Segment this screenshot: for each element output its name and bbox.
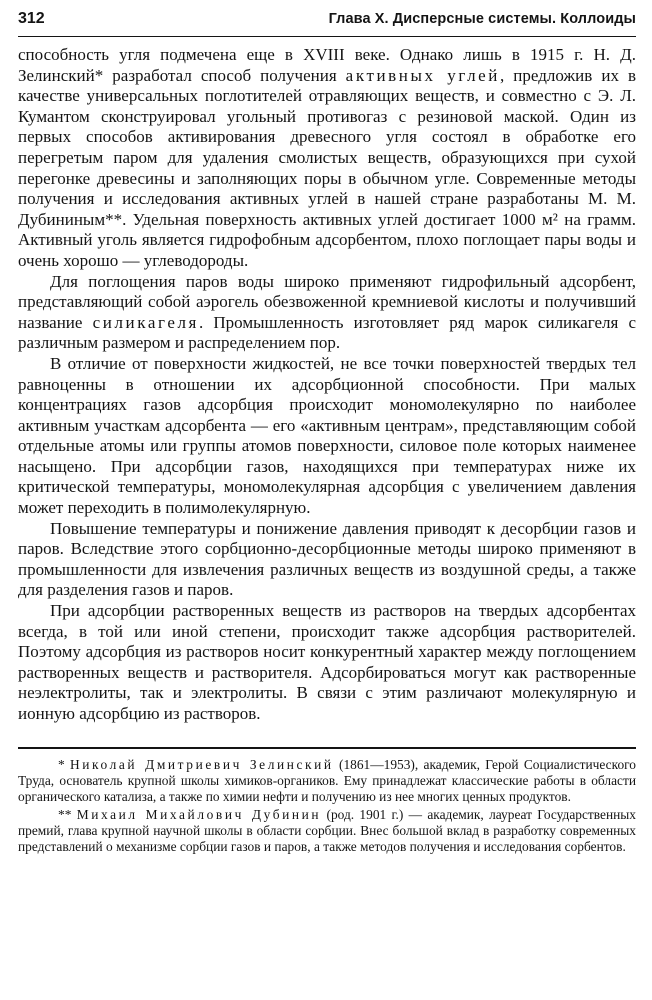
paragraph xyxy=(18,272,636,354)
spaced-emphasis: активных углей xyxy=(345,65,501,85)
paragraph xyxy=(18,354,636,519)
text-run: , предложив их в качестве универсальных поглотителей отравляющих веществ, и совместно с Э. Л. Кумантом сконструировал угольный противогаз с резиновой маской. Один из первых способов активирования древесного угля состоял в обработке его перегретым паром для удаления смолистых веществ, образующихся при сухой перегонке древесины и заполняющих поры в обычном угле. Современные методы получения и исследования активных углей в нашей стране разработаны М. М. Дубининым**. Удельная поверхность активных углей достигает 1000 м² на грамм. Активный уголь является гидрофобным адсорбентом, плохо поглощает пары воды и очень хорошо — углеводороды. xyxy=(18,65,637,270)
spaced-emphasis: силикагеля xyxy=(92,312,199,332)
text-run: При адсорбции растворенных веществ из растворов на твердых адсорбентах всегда, в той или иной степени, происходит также адсорбция растворителей. Поэтому адсорбция из растворов носит конкурентный характер между поглощением растворенных веществ и растворителя. Адсорбироваться могут как растворенные неэлектролиты, так и электролиты. В связи с этим различают молекулярную и ионную адсорбцию из растворов. xyxy=(18,601,636,723)
text-run: * xyxy=(58,756,71,772)
chapter-title: Глава X. Дисперсные системы. Коллоиды xyxy=(328,11,636,27)
spaced-emphasis: Николай Дмитриевич Зелинский xyxy=(70,756,334,772)
book-page xyxy=(18,10,636,855)
paragraph xyxy=(18,519,636,601)
page-number: 312 xyxy=(18,10,45,27)
footnote-divider xyxy=(18,747,636,749)
main-text xyxy=(18,45,636,725)
text-run: способность угля подмечена еще в XVIII веке. Однако лишь в 1915 г. Н. Д. Зелинский* разработал способ получения xyxy=(18,45,636,85)
paragraph xyxy=(18,45,636,272)
text-run: (1861—1953), академик, Герой Социалистического Труда, основатель крупной школы химиков-органиков. Ему принадлежат классические работы в области органического катализа, а также по химии нефти и получению из нее многих ценных продуктов. xyxy=(18,756,636,804)
text-run: Повышение температуры и понижение давления приводят к десорбции газов и паров. Вследствие этого сорбционно-десорбционные методы широко применяют в промышленности для извлечения различных веществ из воздушной среды, а также для разделения газов и паров. xyxy=(18,518,636,600)
footnote xyxy=(18,757,636,805)
text-run: Для поглощения паров воды широко применяют гидрофильный адсорбент, представляющий собой аэрогель обезвоженной кремниевой кислоты и получивший название xyxy=(18,271,636,332)
footnotes xyxy=(18,757,636,855)
text-run: В отличие от поверхности жидкостей, не все точки поверхностей твердых тел равноценны в отношении их адсорбционной способности. При малых концентрациях газов адсорбция происходит мономолекулярно по наиболее активным участкам адсорбента — его «активным центрам», представляющим собой отдельные атомы или группы атомов поверхности, силовое поле которых наименее насыщено. При адсорбции газов, находящихся при температурах ниже их критической температуры, мономолекулярная адсорбция с увеличением давления может переходить в полимолекулярную. xyxy=(18,353,636,518)
page-header xyxy=(18,10,636,37)
spaced-emphasis: Михаил Михайлович Дубинин xyxy=(76,806,322,822)
paragraph xyxy=(18,601,636,725)
footnote xyxy=(18,807,636,855)
text-run: (род. 1901 г.) — академик, лауреат Государственных премий, глава крупной научной школы в области сорбции. Внес большой вклад в разработку современных представлений о механизме сорбции газов и паров, а также методов получения и исследования сорбентов. xyxy=(18,806,636,854)
text-run: . Промышленность изготовляет ряд марок силикагеля с различным размером и распределением пор. xyxy=(18,312,636,353)
text-run: ** xyxy=(58,806,77,822)
